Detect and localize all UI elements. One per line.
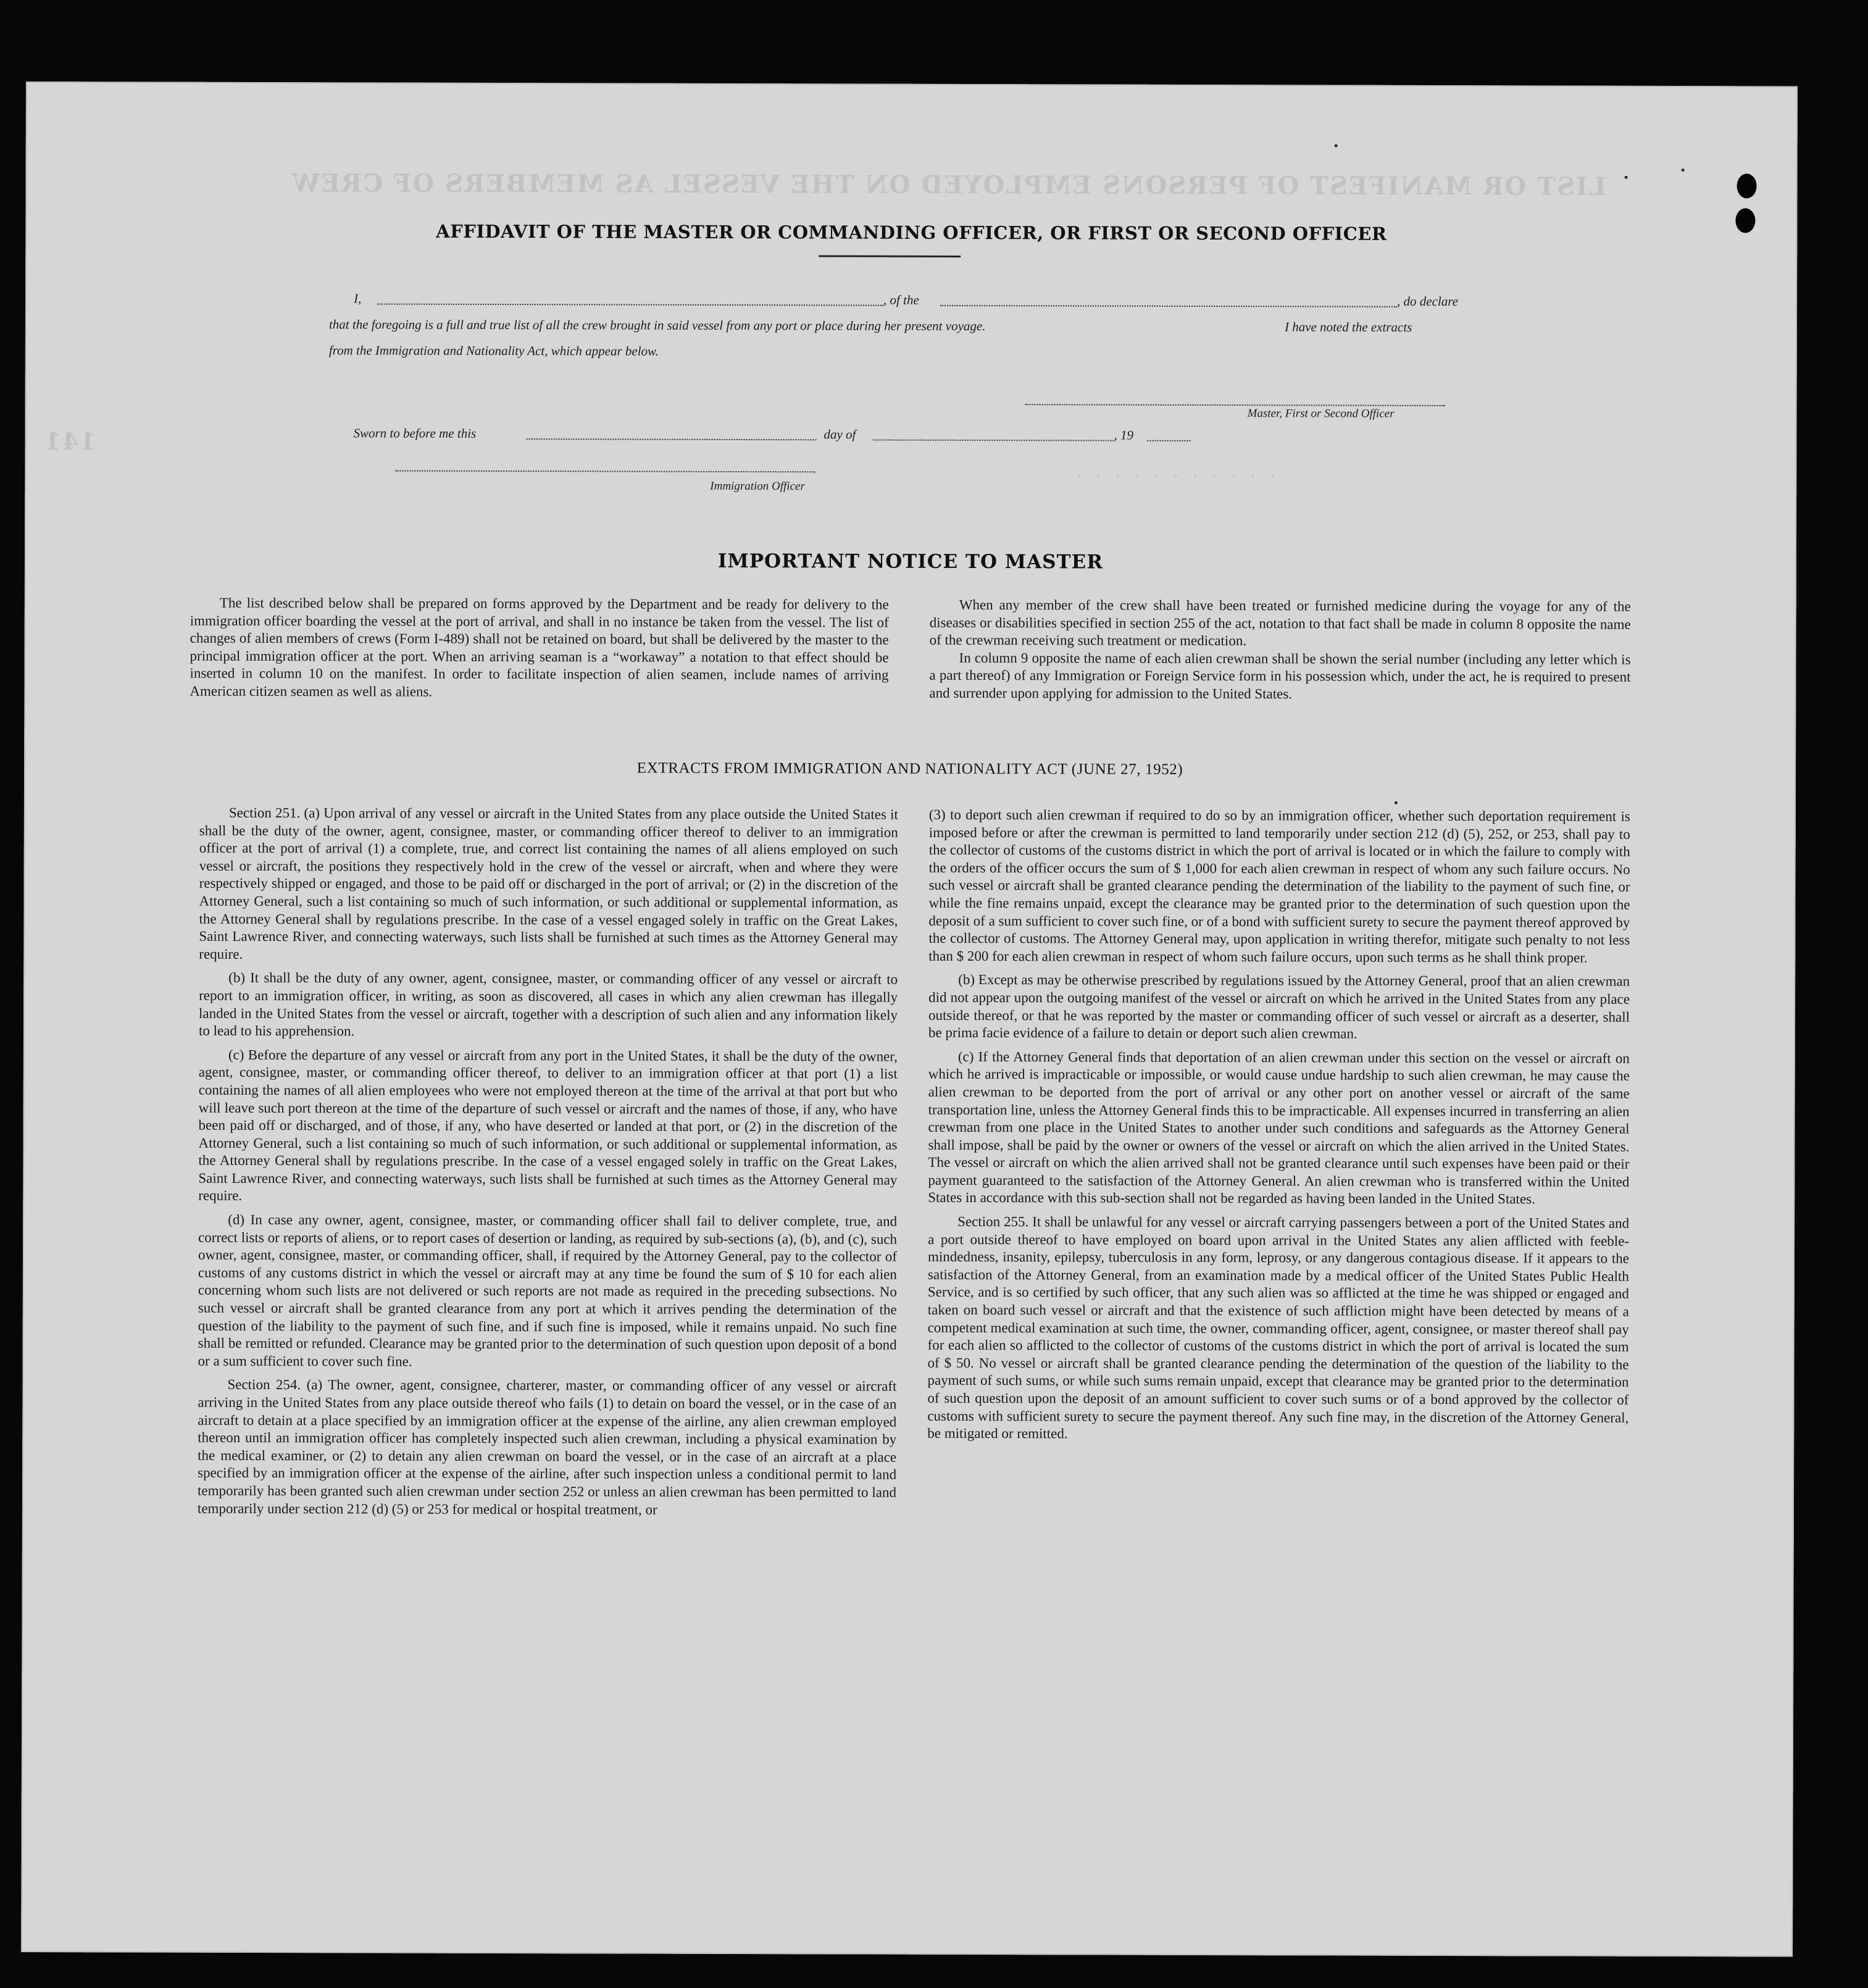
sworn-year-blank[interactable] <box>1147 440 1190 441</box>
document-page <box>21 81 1798 1957</box>
notice-left-column <box>190 595 888 709</box>
extracts-right-column <box>927 806 1630 1451</box>
bleed-through-number: 141 <box>43 427 96 456</box>
section-251-d: (d) In case any owner, agent, consignee, master, or commanding officer shall fail to deliver complete, true, and correct lists or reports of aliens, or to report cases of desertion or landing, as required by sub-sections (a), (b), and (c), such owner, agent, consignee, master, or commanding officer, shall, if required by the Attorney General, pay to the collector of customs of any customs district in which the vessel or aircraft may at any time be found the sum of $ 10 for each alien concerning whom such lists are not delivered or such reports are not made as required in the preceding subsections. No such vessel or aircraft shall be granted clearance from any port at which it arrives pending the determination of the question of the liability to the payment of such fine, and if such fine is imposed, while it remains unpaid. No such fine shall be remitted or refunded. Clearance may be granted prior to the determination of such question upon deposit of a bond or a sum sufficient to cover such fine. <box>198 1211 898 1369</box>
notice-heading: IMPORTANT NOTICE TO MASTER <box>717 549 1104 574</box>
signature-blank[interactable] <box>1025 404 1445 406</box>
affidavit-declare-label: , do declare <box>1397 293 1459 309</box>
affidavit-noted-extracts: I have noted the extracts <box>1284 319 1412 335</box>
speck <box>1395 801 1398 804</box>
extracts-left-column <box>198 804 898 1526</box>
affidavit-heading: AFFIDAVIT OF THE MASTER OR COMMANDING OFFICER, OR FIRST OR SECOND OFFICER <box>436 220 1387 244</box>
immigration-officer-signature-blank[interactable] <box>395 470 815 473</box>
notice-right-column <box>929 596 1630 711</box>
affidavit-line-2: that the foregoing is a full and true list of all the crew brought in said vessel from any port or place during her present voyage. <box>328 317 986 334</box>
affidavit-i-label: I, <box>354 291 362 306</box>
bleed-through-title: LIST OR MANIFEST OF PERSONS EMPLOYED ON THE VESSEL AS MEMBERS OF CREW <box>291 169 1606 201</box>
sworn-day-of-label: day of <box>824 427 856 442</box>
punch-hole-top <box>1737 173 1757 198</box>
affidavit-of-the-label: , of the <box>883 292 919 307</box>
sworn-month-blank[interactable] <box>873 440 1114 441</box>
notice-paragraph-right-1: When any member of the crew shall have been treated or furnished medicine during the voyage for any of the diseases or disabilities specified in section 255 of the act, notation to that fact shall be made in column 8 opposite the name of the crewman receiving such treatment or medication. <box>929 596 1631 649</box>
section-251-b: (b) It shall be the duty of any owner, agent, consignee, master, or commanding officer of any vessel or aircraft to report to an immigration officer, in writing, as soon as discovered, all cases in which any alien crewman has illegally landed in the United States from the vessel or aircraft, together with a description of such alien and any information likely to lead to his apprehension. <box>198 970 898 1039</box>
signature-caption: Master, First or Second Officer <box>1247 407 1395 420</box>
section-254-b: (b) Except as may be otherwise prescribed by regulations issued by the Attorney General, proof that an alien crewman did not appear upon the outgoing manifest of the vessel or aircraft on which he arrived in the United States from any place outside thereof, or that he was reported by the master or commanding officer of such vessel or aircraft as a deserter, shall be prima facie evidence of a failure to detain or deport such alien crewman. <box>928 972 1630 1042</box>
heading-underline <box>819 255 961 257</box>
extracts-heading: EXTRACTS FROM IMMIGRATION AND NATIONALITY ACT (JUNE 27, 1952) <box>636 759 1183 778</box>
bleed-through-text: · · · · · · · · · · · <box>1074 467 1278 487</box>
sworn-day-blank[interactable] <box>526 438 816 440</box>
speck <box>1682 169 1685 172</box>
sworn-label: Sworn to before me this <box>353 425 477 441</box>
speck <box>1625 176 1628 179</box>
section-255: Section 255. It shall be unlawful for any vessel or aircraft carrying passengers between a port of the United States and a port outside thereof to have employed on board upon arrival in the United States any alien afflicted with feeble-mindedness, insanity, epilepsy, tuberculosis in any form, leprosy, or any dangerous contagious disease. If it appears to the satisfaction of the Attorney General, from an examination made by a medical officer of the United States Public Health Service, and is so certified by such officer, that any such alien was so afflicted at the time he was shipped or engaged and taken on board such vessel or aircraft and that the existence of such affliction might have been detected by means of a competent medical examination at such time, the owner, commanding officer, agent, consignee, or master thereof shall pay for each alien so afflicted to the collector of customs of the customs district in which the port of arrival is located the sum of $ 50. No vessel or aircraft shall be granted clearance pending the determination of the question of the liability to the payment of such sums, or while such sums remain unpaid, except that clearance may be granted prior to the determination of such question upon the deposit of an amount sufficient to cover such sums or of a bond approved by the collector of customs with sufficient surety to secure the payment thereof. Any such fine may, in the discretion of the Attorney General, be mitigated or remitted. <box>927 1214 1630 1442</box>
name-blank[interactable] <box>377 303 883 306</box>
affidavit-line-3: from the Immigration and Nationality Act, which appear below. <box>328 343 659 359</box>
section-254-a-continued: (3) to deport such alien crewman if required to do so by an immigration officer, whether such deportation requirement is imposed before or after the crewman is permitted to land temporarily under section 212 (d) (5), 252, or 253, shall pay to the collector of customs of the customs district in which the port of arrival is located or in which the failure to comply with the orders of the officer occurs the sum of $ 1,000 for each alien crewman in respect of whom any such failure occurs. No such vessel or aircraft shall be granted clearance pending the determination of the liability to the payment of such fine, or while the fine remains unpaid, except the clearance may be granted prior to the determination of such question upon the deposit of a sum sufficient to cover such fine, or of a bond with sufficient surety to secure the payment thereof approved by the collector of customs. The Attorney General may, upon application in writing therefor, mitigate such penalty to not less than $ 200 for each alien crewman in respect of whom such failure occurs, upon such terms as he shall think proper. <box>928 806 1630 966</box>
speck <box>1335 144 1338 148</box>
section-254-a: Section 254. (a) The owner, agent, consignee, charterer, master, or commanding officer of any vessel or aircraft arriving in the United States from any place outside thereof who fails (1) to detain on board the vessel, or in the case of an aircraft to detain at a place specified by an immigration officer at the expense of the airline, any alien crewman employed thereon until an immigration officer has completely inspected such alien crewman, including a physical examination by the medical examiner, or (2) to detain any alien crewman on board the vessel, or in the case of an aircraft at a place specified by an immigration officer at the expense of the airline, after such inspection unless a conditional permit to land temporarily has been granted such alien crewman under section 252 or unless an alien crewman has been permitted to land temporarily under section 212 (d) (5) or 253 for medical or hospital treatment, or <box>197 1377 897 1518</box>
section-251-a: Section 251. (a) Upon arrival of any vessel or aircraft in the United States from any place outside the United States it shall be the duty of the owner, agent, consignee, master, or commanding officer thereof to deliver to an immigration officer at the port of arrival (1) a complete, true, and correct list containing the names of all aliens employed on such vessel or aircraft, the positions they respectively hold in the crew of the vessel or aircraft, when and where they were respectively shipped or engaged, and those to be paid off or discharged in the port of arrival; or (2) in the discretion of the Attorney General, such a list containing so much of such information, or such additional or supplemental information, as the Attorney General shall by regulations prescribe. In the case of a vessel engaged solely in traffic on the Great Lakes, Saint Lawrence River, and connecting waterways, such lists shall be furnished at such times as the Attorney General may require. <box>199 804 898 962</box>
section-254-c: (c) If the Attorney General finds that deportation of an alien crewman under this section on the vessel or aircraft on which he arrived is impracticable or impossible, or would cause undue hardship to such alien crewman, he may cause the alien crewman to be deported from the port of arrival or any other port on another vessel or aircraft of the same transportation line, unless the Attorney General finds this to be impracticable. All expenses incurred in transferring an alien crewman from one place in the United States to another under such conditions and safeguards as the Attorney General shall impose, shall be paid by the owner or owners of the vessel or aircraft on which the alien arrived in the United States. The vessel or aircraft on which the alien arrived shall not be granted clearance until such expenses have been paid or their payment guaranteed to the satisfaction of the Attorney General. An alien crewman who is transferred within the United States in accordance with this sub-section shall not be regarded as having been landed in the United States. <box>928 1048 1630 1207</box>
notice-paragraph-right-2: In column 9 opposite the name of each alien crewman shall be shown the serial number (including any letter which is a part thereof) of any Immigration or Foreign Service form in his possession which, under the act, he is required to present and surrender upon applying for admission to the United States. <box>929 649 1631 702</box>
sworn-year-label: , 19 <box>1114 427 1134 443</box>
vessel-blank[interactable] <box>940 305 1397 307</box>
section-251-c: (c) Before the departure of any vessel or aircraft from any port in the United States, it shall be the duty of the owner, agent, consignee, master, or commanding officer thereof, to deliver to an immigration officer at that port (1) a list containing the names of all alien employees who were not employed thereon at the time of the arrival at that port but who will leave such port thereon at the time of the departure of such vessel or aircraft and the names of those, if any, who have been paid off or discharged, and of those, if any, who have deserted or landed at that port, or (2) in the discretion of the Attorney General, such a list containing so much of such information, or such additional or supplemental information, as the Attorney General shall by regulations prescribe. In the case of a vessel engaged solely in traffic on the Great Lakes, Saint Lawrence River, and connecting waterways, such lists shall be furnished at such times as the Attorney General may require. <box>198 1046 898 1204</box>
immigration-officer-caption: Immigration Officer <box>710 479 805 493</box>
punch-hole-bottom <box>1735 208 1755 233</box>
notice-paragraph-left: The list described below shall be prepared on forms approved by the Department and be ready for delivery to the immigration officer boarding the vessel at the port of arrival, and shall in no instance be taken from the vessel. The list of changes of alien members of crews (Form I-489) shall not be retained on board, but shall be delivered by the master to the principal immigration officer at the port. When an arriving seaman is a “workaway” a notation to that effect should be inserted in column 10 on the manifest. In order to facilitate inspection of alien seamen, include names of arriving American citizen seamen as well as aliens. <box>190 595 889 700</box>
